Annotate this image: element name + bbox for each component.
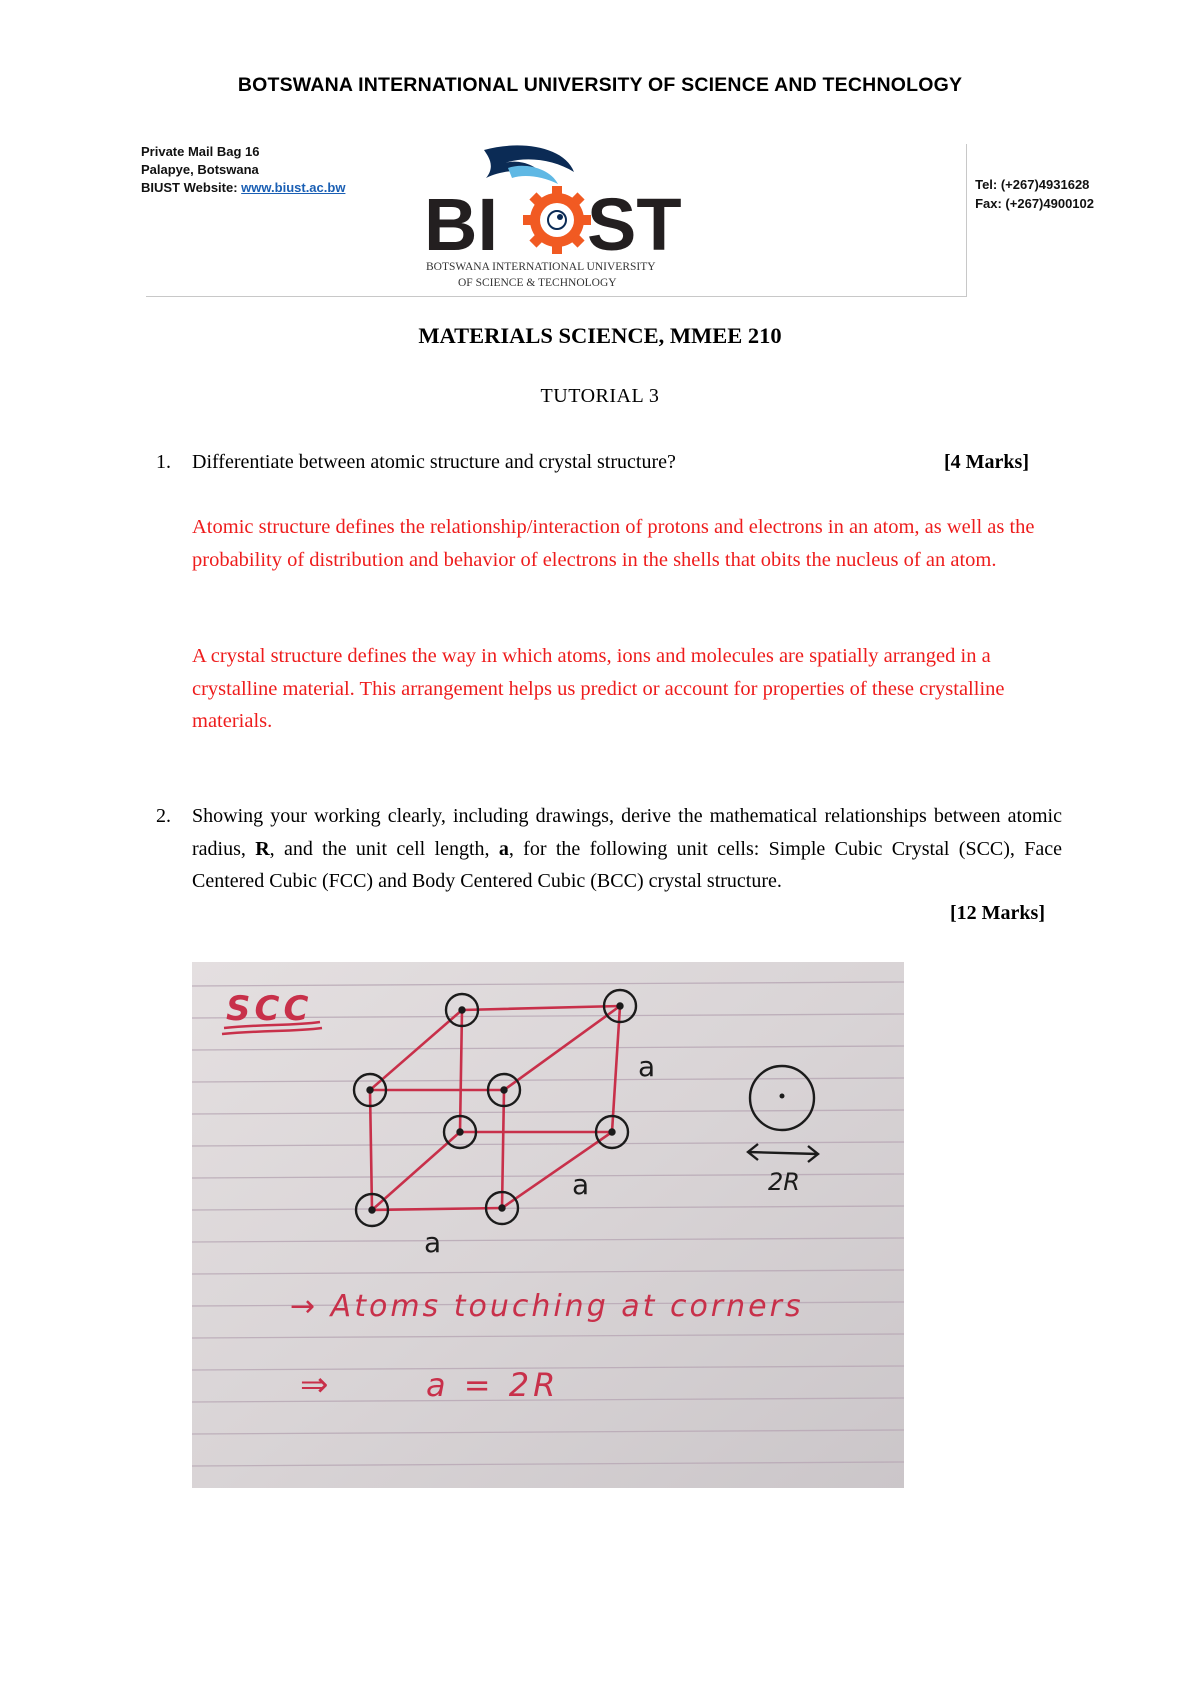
logo-swoosh-accent: [508, 166, 558, 184]
question-marks: [12 Marks]: [950, 902, 1045, 924]
fax-line: Fax: (+267)4900102: [975, 196, 1094, 211]
figure-heading: SCC: [226, 989, 313, 1029]
question-number: 2.: [156, 805, 171, 827]
biust-logo: [424, 142, 686, 296]
tutorial-title: TUTORIAL 3: [540, 385, 660, 407]
question-1: [0, 446, 1200, 480]
address-block: [141, 143, 345, 197]
logo-subtitle-2: OF SCIENCE & TECHNOLOGY: [458, 277, 617, 289]
question-marks: [4 Marks]: [944, 451, 1029, 473]
tel-line: Tel: (+267)4931628: [975, 177, 1090, 192]
answer-crystal-structure: A crystal structure defines the way in which atoms, ions and molecules are spatially arranged in a crystalline material. This arrangement helps us predict or account for properties of these crystalline materials.: [192, 645, 1005, 732]
answer-atomic-structure: Atomic structure defines the relationship/interaction of protons and electrons in an atom, as well as the probability of distribution and behavior of electrons in the shells that obits the nucleus of an atom.: [192, 516, 1035, 571]
edge-label-horizontal: a: [424, 1226, 442, 1259]
notebook-photo: [192, 962, 904, 1488]
note-implies-arrow: ⇒: [300, 1365, 329, 1405]
address-line: Private Mail Bag 16: [141, 144, 260, 159]
scc-handwritten-figure: [192, 962, 904, 1488]
logo-gear-icon: [523, 186, 591, 254]
symbol-R: R: [255, 837, 270, 860]
question-2: [0, 800, 1200, 940]
website-link[interactable]: www.biust.ac.bw: [241, 180, 346, 195]
note-atoms-touching: → Atoms touching at corners: [290, 1289, 804, 1324]
address-line: Palapye, Botswana: [141, 162, 259, 177]
course-title: MATERIALS SCIENCE, MMEE 210: [418, 323, 782, 348]
contact-block: [975, 175, 1094, 213]
edge-label-vertical: a: [638, 1050, 656, 1083]
note-equation: a = 2R: [426, 1366, 560, 1404]
logo-text-st: ST: [587, 183, 682, 266]
website-line: [141, 179, 345, 197]
edge-label-depth: a: [572, 1168, 590, 1201]
question-text: Differentiate between atomic structure and crystal structure?: [192, 451, 676, 473]
university-title: BOTSWANA INTERNATIONAL UNIVERSITY OF SCIENCE AND TECHNOLOGY: [237, 74, 963, 96]
question-text: Showing your working clearly, including drawings, derive the mathematical relationships between atomic radius, R, and the unit cell length, a, for the following unit cells: Simple Cubic Crystal (SCC), Face Centered Cubic (FCC) and Body Centered Cubic (BCC) crystal structure.: [192, 805, 1062, 892]
question-number: 1.: [156, 451, 171, 473]
symbol-a: a: [498, 837, 509, 860]
logo-subtitle-1: BOTSWANA INTERNATIONAL UNIVERSITY: [426, 261, 656, 273]
website-label: BIUST Website:: [141, 180, 242, 195]
logo-text-bi: BI: [424, 183, 498, 266]
diameter-label: 2R: [768, 1168, 800, 1196]
